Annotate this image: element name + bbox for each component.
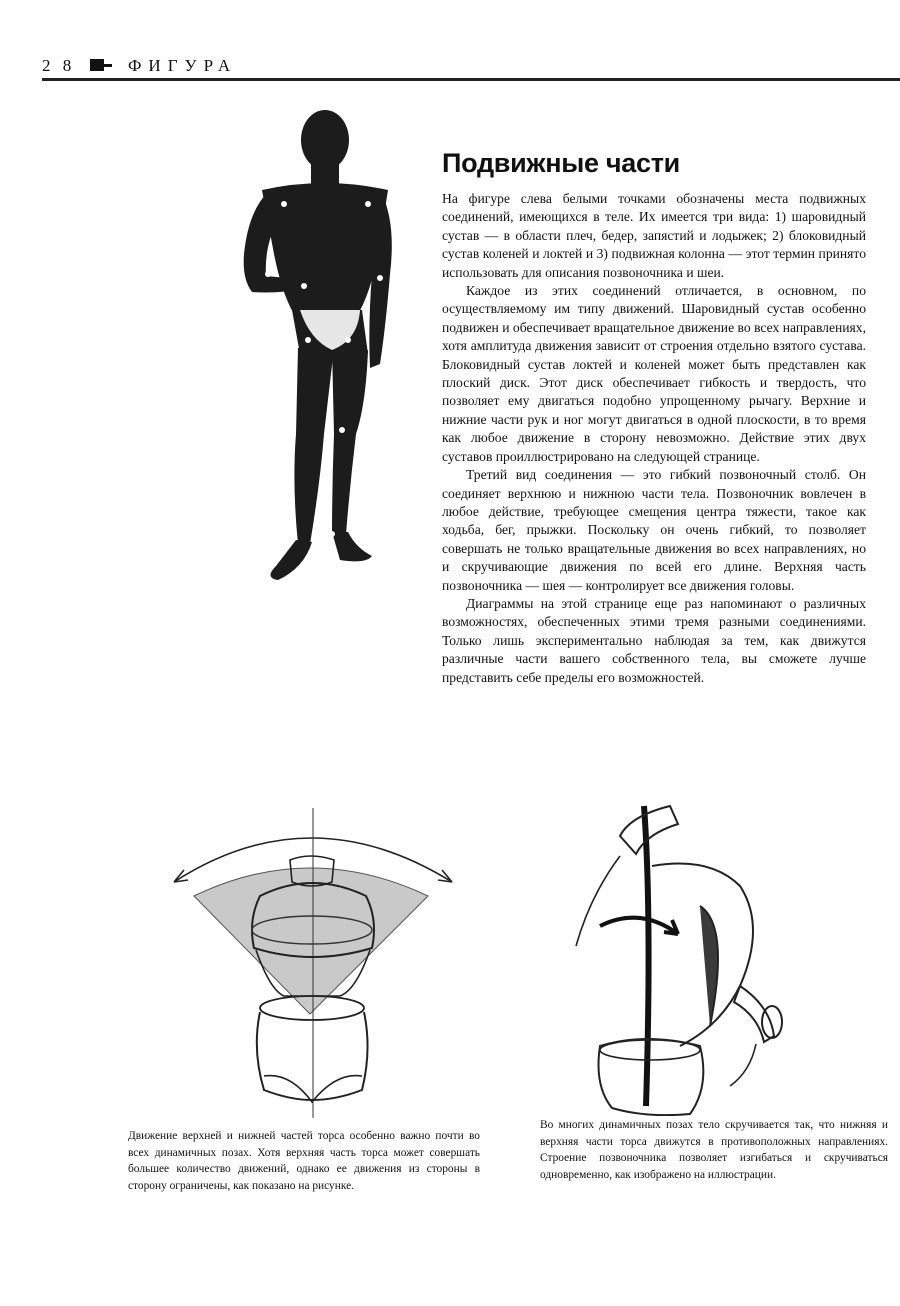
page-number: 2 8: [42, 56, 76, 75]
torso-movement-diagram: [160, 800, 480, 1120]
paragraph: Каждое из этих соединений отличается, в основном, по осуществляемому им типу движений. Шаровидный сустав особенно подвижен и обеспечивает вращательное движение во всех направлениях, хотя амплитуда движения зависит от строения отдельно взятого сустава. Блоковидный сустав локтей и коленей может быть представлен как плоский диск. Этот диск обеспечивает гибкость и твердость, что позволяет ему двигаться подобно упрощенному рычагу. Верхние и нижние части рук и ног могут двигаться в одной плоскости, в то время как любое движение в сторону невозможно. Действие этих двух суставов проиллюстрировано на следующей странице.: [442, 283, 866, 464]
figure-photo: [200, 104, 410, 594]
square-bullet-tail: [104, 64, 112, 67]
twisting-torso-diagram: [560, 796, 860, 1116]
page-header: [42, 56, 900, 82]
article-body: [442, 190, 866, 687]
paragraph: На фигуре слева белыми точками обозначены места подвижных соединений, имеющихся в теле. Их имеется три вида: 1) шаровидный сустав — в области плеч, бедер, запястий и лодыжек; 2) блоковидный сустав коленей и локтей и 3) подвижная колонна — этот термин принято использовать для описания позвоночника и шеи.: [442, 191, 866, 280]
paragraph: Диаграммы на этой странице еще раз напоминают о различных возможностях, обеспеченных этими тремя разными соединениями. Только лишь экспериментально наблюдая за тем, как движутся различные части вашего собственного тела, вы сможете лучше представить себе пределы его возможностей.: [442, 595, 866, 685]
article-title: Подвижные части: [442, 148, 680, 178]
header-rule: [42, 78, 900, 81]
section-title: ФИГУРА: [128, 56, 238, 75]
paragraph: Третий вид соединения — это гибкий позвоночный столб. Он соединяет верхнюю и нижнюю части тела. Позвоночник вовлечен в любое действие, требующее смещения центра тяжести, такое как ходьба, бег, прыжки. Поскольку он очень гибкий, то позволяет совершать не только вращательные движения во всех направлениях, но и скручивающие движения по всей его длине. Верхняя часть позвоночника — шея — контролирует все движения головы.: [442, 467, 866, 593]
square-bullet-icon: [90, 59, 104, 71]
caption-right: Во многих динамичных позах тело скручивается так, что нижняя и верхняя части торса движутся в противоположных направлениях. Строение позвоночника позволяет изгибаться и скручиваться одновременно, как изображено на иллюстрации.: [540, 1119, 888, 1181]
caption-left: Движение верхней и нижней частей торса особенно важно почти во всех динамичных позах. Хотя верхняя часть торса может совершать большее количество движений, однако ее движения из стороны в сторону ограничены, как показано на рисунке.: [128, 1130, 480, 1192]
